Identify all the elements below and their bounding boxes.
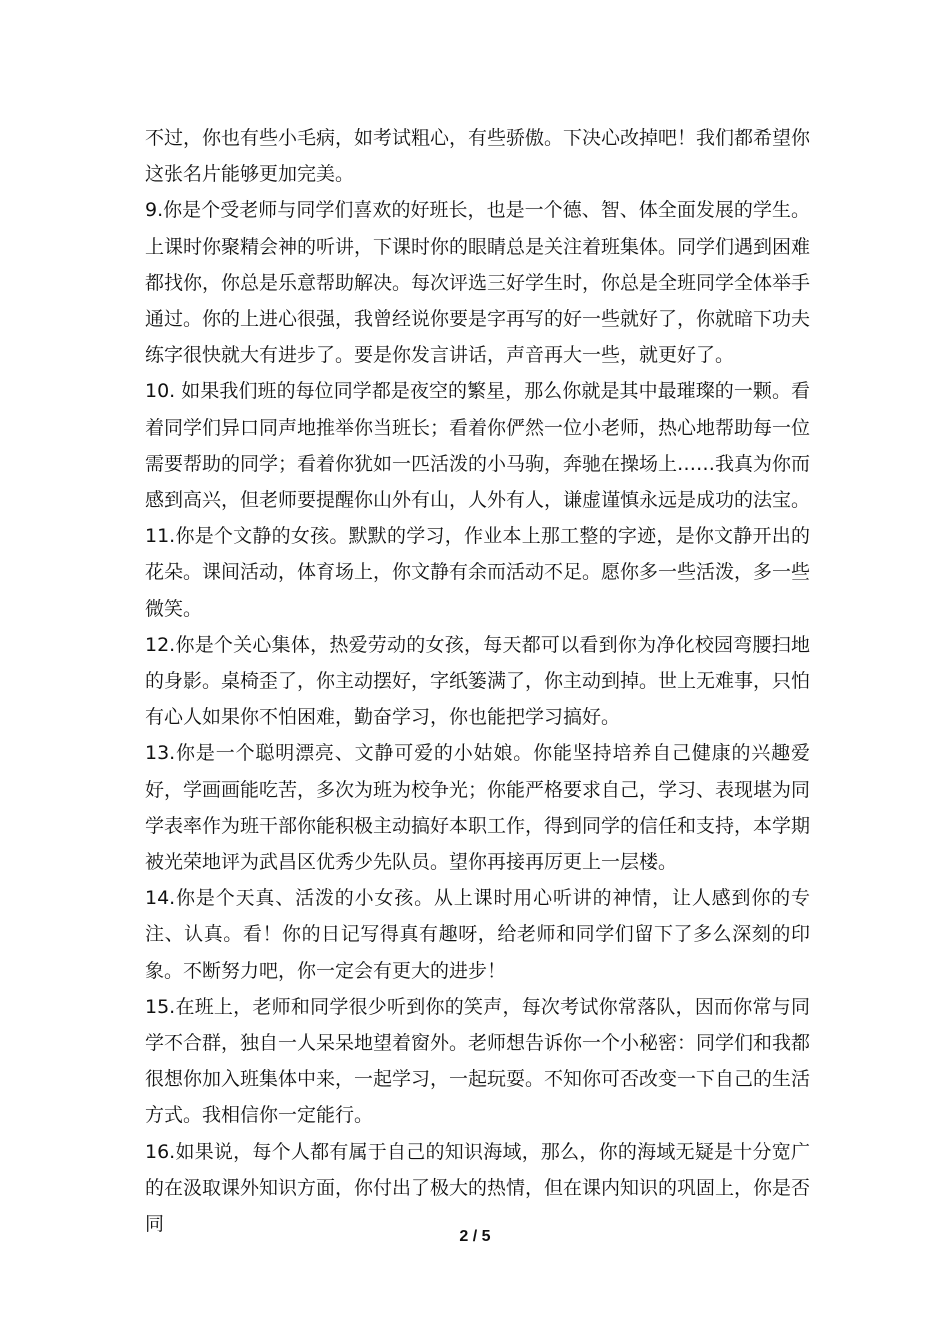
paragraph: 15.在班上，老师和同学很少听到你的笑声，每次考试你常落队，因而你常与同学不合群，独自一人呆呆地望着窗外。老师想告诉你一个小秘密：同学们和我都很想你加入班集体中来，一起学习，一起玩耍。不知你可否改变一下自己的生活方式。我相信你一定能行。 xyxy=(145,995,811,1127)
paragraph: 11.你是个文静的女孩。默默的学习，作业本上那工整的字迹，是你文静开出的花朵。课间活动，体育场上，你文静有余而活动不足。愿你多一些活泼，多一些微笑。 xyxy=(145,525,811,620)
paragraph: 13.你是一个聪明漂亮、文静可爱的小姑娘。你能坚持培养自己健康的兴趣爱好，学画画能吃苦，多次为班为校争光；你能严格要求自己，学习、表现堪为同学表率作为班干部你能积极主动搞好本职工作，得到同学的信任和支持，本学期被光荣地评为武昌区优秀少先队员。望你再接再厉更上一层楼。 xyxy=(145,742,811,874)
paragraph: 14.你是个天真、活泼的小女孩。从上课时用心听讲的神情，让人感到你的专注、认真。看！你的日记写得真有趣呀，给老师和同学们留下了多么深刻的印象。不断努力吧，你一定会有更大的进步！ xyxy=(145,887,810,982)
paragraph: 12.你是个关心集体，热爱劳动的女孩，每天都可以看到你为净化校园弯腰扫地的身影。桌椅歪了，你主动摆好，字纸篓满了，你主动到掉。世上无难事，只怕有心人如果你不怕困难，勤奋学习，你也能把学习搞好。 xyxy=(145,633,811,729)
page-number: 2 / 5 xyxy=(459,1228,491,1245)
paragraph: 不过，你也有些小毛病，如考试粗心，有些骄傲。下决心改掉吧！我们都希望你这张名片能够更加完美。 xyxy=(145,127,811,186)
paragraph: 16.如果说，每个人都有属于自己的知识海域，那么，你的海域无疑是十分宽广的在汲取课外知识方面，你付出了极大的热情，但在课内知识的巩固上，你是否同 xyxy=(145,1140,811,1236)
paragraph: 9.你是个受老师与同学们喜欢的好班长，也是一个德、智、体全面发展的学生。上课时你聚精会神的听讲，下课时你的眼睛总是关注着班集体。同学们遇到困难都找你，你总是乐意帮助解决。每次评选三好学生时，你总是全班同学全体举手通过。你的上进心很强，我曾经说你要是字再写的好一些就好了，你就暗下功夫练字很快就大有进步了。要是你发言讲话，声音再大一些，就更好了。 xyxy=(145,199,811,367)
paragraph: 10. 如果我们班的每位同学都是夜空的繁星，那么你就是其中最璀璨的一颗。看着同学们异口同声地推举你当班长；看着你俨然一位小老师，热心地帮助每一位需要帮助的同学；看着你犹如一匹活泼的小马驹，奔驰在操场上……我真为你而感到高兴，但老师要提醒你山外有山，人外有人，谦虚谨慎永远是成功的法宝。 xyxy=(145,380,811,512)
document-body xyxy=(145,120,810,1242)
page-footer xyxy=(0,1228,950,1246)
